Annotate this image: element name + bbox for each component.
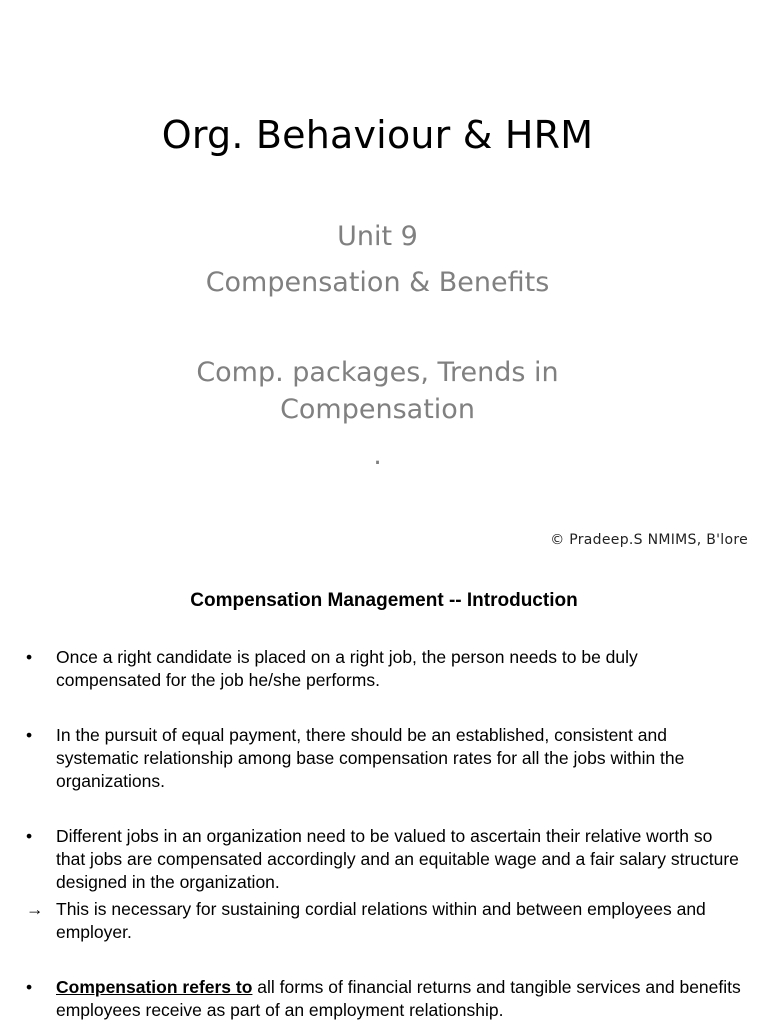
list-item-text: In the pursuit of equal payment, there should be an established, consistent and systematic relationship among base compensation rates for all the jobs within the organizations. xyxy=(56,725,685,791)
list-item xyxy=(0,825,768,894)
definition-term: Compensation refers to xyxy=(56,977,253,997)
bullet-icon: • xyxy=(26,647,33,667)
list-item xyxy=(0,646,768,692)
list-item-text: This is necessary for sustaining cordial relations within and between employees and employer. xyxy=(56,899,706,942)
bullet-icon: • xyxy=(26,725,33,745)
definition-text: all forms of financial returns and tangible services and benefits employees receive as part of an employment relationship. xyxy=(56,977,741,1020)
bullet-icon: • xyxy=(26,826,33,846)
packages-line-1: Comp. packages, Trends in xyxy=(196,357,559,388)
content-page xyxy=(0,570,768,1024)
section-heading: Compensation Management -- Introduction xyxy=(190,590,578,611)
dot-mark: . xyxy=(373,440,382,471)
list-item-text: Different jobs in an organization need to be valued to ascertain their relative worth so that jobs are compensated accordingly and an equitable wage and a fair salary structure designed in the organization. xyxy=(56,826,739,892)
bullet-icon: • xyxy=(26,977,33,997)
topic-label: Compensation & Benefits xyxy=(205,267,550,298)
unit-label: Unit 9 xyxy=(337,221,418,252)
list-item xyxy=(0,898,768,944)
list-item xyxy=(0,976,768,1022)
slide-title: Org. Behaviour & HRM xyxy=(161,113,594,157)
packages-line-2: Compensation xyxy=(280,394,475,425)
list-item xyxy=(0,724,768,793)
bullet-list xyxy=(0,646,768,1022)
arrow-right-icon: → xyxy=(26,899,44,919)
copyright-notice: © Pradeep.S NMIMS, B'lore xyxy=(550,532,748,548)
list-item-text: Once a right candidate is placed on a right job, the person needs to be duly compensated for the job he/she performs. xyxy=(56,647,638,690)
